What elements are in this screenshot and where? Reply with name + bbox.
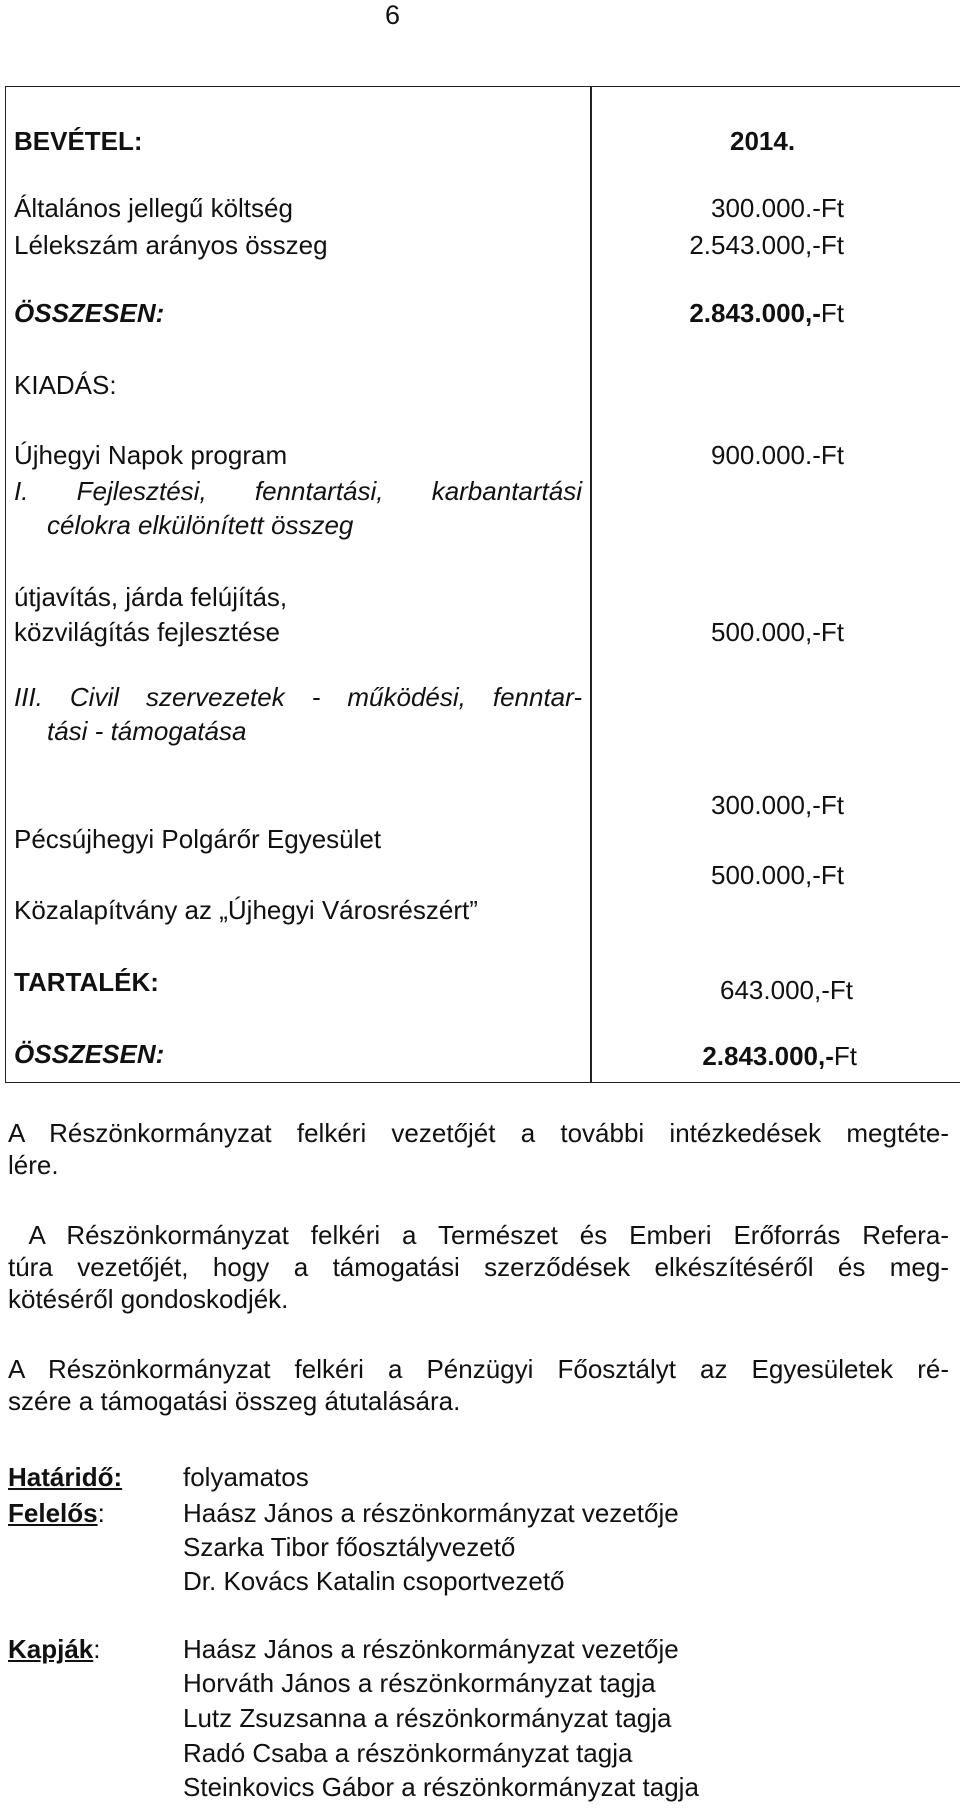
recipient: Haász János a részönkormányzat vezetője [183,1634,679,1664]
recipient: Horváth János a részönkormányzat tagja [183,1668,656,1698]
recipient: Steinkovics Gábor a részönkormányzat tagja [183,1772,699,1802]
reserve-label: TARTALÉK: [14,967,159,997]
year-header: 2014. [730,126,796,156]
section-i-line2: célokra elkülönített összeg [47,510,354,540]
deadline-value: folyamatos [183,1462,309,1492]
income-header: BEVÉTEL: [14,126,143,156]
expense-total-label: ÖSSZESEN: [14,1039,165,1069]
paragraph-3: A Részönkormányzat felkéri a Pénzügyi Főosztályt az Egyesületek ré- szére a támogatási összeg átutalására. [8,1354,949,1416]
section-i-line1: I. Fejlesztési, fenntartási, karbantartási [14,476,582,506]
deadline-label: Határidő: [8,1462,123,1492]
paragraph-2: A Részönkormányzat felkéri a Természet és Emberi Erőforrás Refera- túra vezetőjét, hogy a támogatási szerződések elkészítéséről és meg- kötéséről gondoskodjék. [8,1220,949,1314]
section-iii-line1: III. Civil szervezetek - működési, fenntar- [14,682,582,712]
section-iii-line2: tási - támogatása [47,716,247,746]
road-line2: közvilágítás fejlesztése [14,617,280,647]
org-label-polgaror: Pécsújhegyi Polgárőr Egyesület [14,824,382,854]
recipient: Lutz Zsuzsanna a részönkormányzat tagja [183,1703,672,1733]
income-value-population: 2.543.000,-Ft [689,230,844,260]
org-label-kozalapitvany: Közalapítvány az „Újhegyi Városrészért” [14,895,478,925]
org-value-polgaror: 300.000,-Ft [711,790,844,820]
responsible-person: Dr. Kovács Katalin csoportvezető [183,1566,565,1596]
paragraph-1: A Részönkormányzat felkéri vezetőjét a további intézkedések megtéte- lére. [8,1118,949,1180]
reserve-value: 643.000,-Ft [720,975,853,1005]
org-value-kozalapitvany: 500.000,-Ft [711,860,844,890]
table-column-divider [590,86,592,1083]
road-line1: útjavítás, járda felújítás, [14,582,288,612]
responsible-label: Felelős: [8,1498,105,1528]
page-number: 6 [385,0,401,30]
recipient: Radó Csaba a részönkormányzat tagja [183,1738,633,1768]
road-value: 500.000,-Ft [711,617,844,647]
income-label-general: Általános jellegű költség [14,193,293,223]
income-label-population: Lélekszám arányos összeg [14,230,328,260]
expense-header: KIADÁS: [14,370,117,400]
ujhegyi-napok-value: 900.000.-Ft [711,440,844,470]
expense-total-value: 2.843.000,-Ft [702,1041,857,1071]
recipients-label: Kapják: [8,1634,101,1664]
ujhegyi-napok-label: Újhegyi Napok program [14,440,288,470]
income-value-general: 300.000.-Ft [711,193,844,223]
responsible-person: Szarka Tibor főosztályvezető [183,1532,516,1562]
responsible-person: Haász János a részönkormányzat vezetője [183,1498,679,1528]
income-total-label: ÖSSZESEN: [14,298,165,328]
income-total-value: 2.843.000,-Ft [689,298,844,328]
